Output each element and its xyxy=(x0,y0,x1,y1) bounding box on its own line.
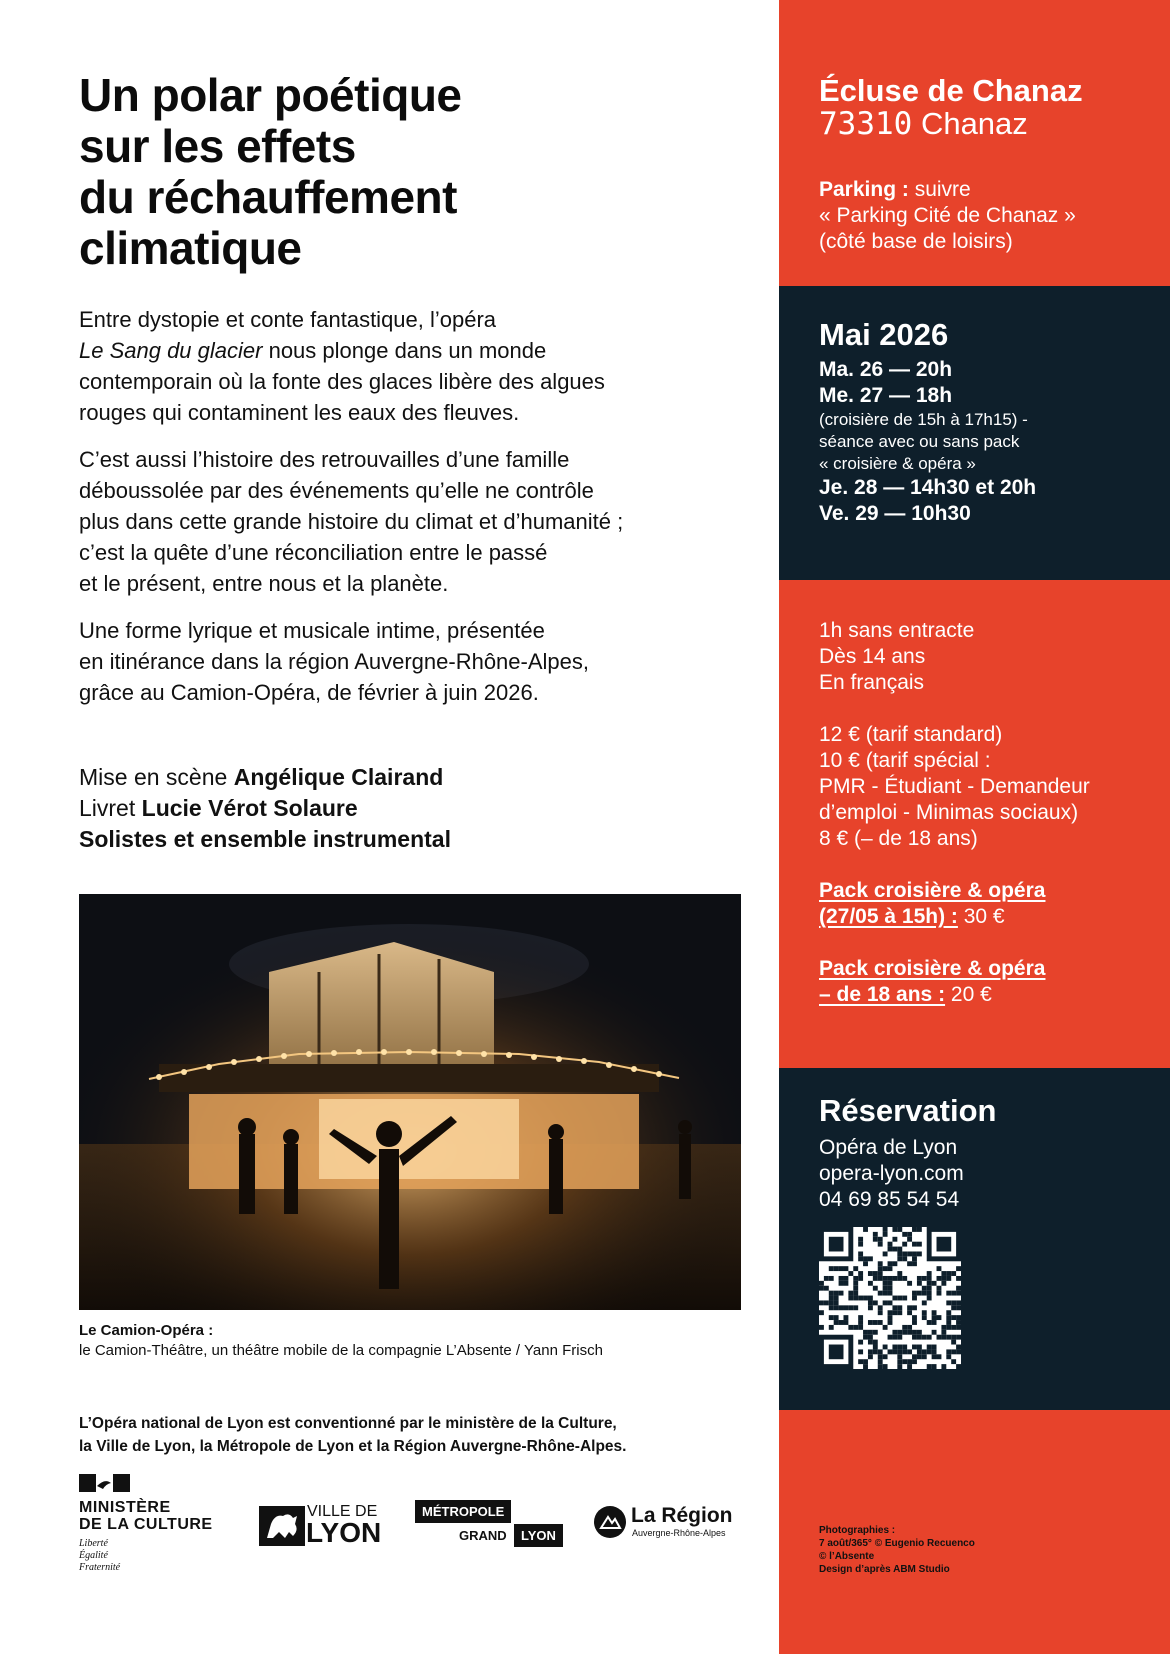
lion-icon xyxy=(259,1506,305,1546)
support-line: L’Opéra national de Lyon est conventionné par le ministère de la Culture, xyxy=(79,1415,617,1432)
credit-name: Lucie Vérot Solaure xyxy=(141,795,358,821)
reservation-line: 04 69 85 54 54 xyxy=(819,1188,960,1211)
price-line: 10 € (tarif spécial : xyxy=(819,749,991,772)
intro-p3-line: en itinérance dans la région Auvergne-Rhône-Alpes, xyxy=(79,649,589,674)
parking-text: suivre xyxy=(908,178,971,201)
reservation-title: Réservation xyxy=(819,1093,997,1128)
info-sidebar xyxy=(779,0,1170,1654)
info-line: 1h sans entracte xyxy=(819,619,975,642)
date-line: Ve. 29 — 10h30 xyxy=(819,502,971,525)
credits xyxy=(79,762,451,855)
reservation-block xyxy=(779,1068,1170,1410)
headline-line-3: du réchauffement xyxy=(79,171,457,223)
venue-city-name: Chanaz xyxy=(912,106,1028,141)
metropole-top: MÉTROPOLE xyxy=(415,1500,511,1523)
pack-cruise-opera-under-18 xyxy=(819,956,1158,1008)
intro-p3-line: grâce au Camion-Opéra, de février à juin 2026. xyxy=(79,680,539,705)
intro-p2-line: et le présent, entre nous et la planète. xyxy=(79,571,449,596)
intro-text xyxy=(79,304,719,724)
devise-line: Fraternité xyxy=(79,1562,121,1573)
devise-line: Égalité xyxy=(79,1550,108,1561)
photo-credit-line: © l’Absente xyxy=(819,1551,875,1562)
info-line: En français xyxy=(819,671,925,694)
metropole-left: GRAND xyxy=(459,1528,507,1543)
intro-p1-line: rouges qui contaminent les eaux des fleuves. xyxy=(79,400,520,425)
intro-p2-line: C’est aussi l’histoire des retrouvailles d’une famille xyxy=(79,447,570,472)
devise-line: Liberté xyxy=(79,1538,108,1549)
pack-label: Pack croisière & opéra xyxy=(819,957,1046,980)
pack-price: 30 € xyxy=(957,905,1005,928)
pack-label: Pack croisière & opéra xyxy=(819,879,1046,902)
dates-month: Mai 2026 xyxy=(819,317,949,352)
region-logo xyxy=(594,1504,744,1544)
venue-city xyxy=(819,107,1158,141)
venue-block xyxy=(779,0,1170,286)
credit-name: Angélique Clairand xyxy=(233,764,444,790)
opera-title: Le Sang du glacier xyxy=(79,338,263,363)
price-line: 12 € (tarif standard) xyxy=(819,723,1003,746)
headline-line-2: sur les effets xyxy=(79,120,356,172)
intro-p2-line: c’est la quête d’une réconciliation entre le passé xyxy=(79,540,548,565)
intro-p3-line: Une forme lyrique et musicale intime, présentée xyxy=(79,618,545,643)
intro-p1-title-line xyxy=(79,335,719,366)
parking-info xyxy=(819,177,1158,255)
metropole-grand-lyon-logo xyxy=(415,1500,560,1550)
date-note-line: séance avec ou sans pack xyxy=(819,432,1020,451)
credit-name: Solistes et ensemble instrumental xyxy=(79,826,451,852)
intro-p1-after: nous plonge dans un monde xyxy=(262,338,547,363)
credit-solistes xyxy=(79,824,451,855)
intro-p2-line: plus dans cette grande histoire du climat et d’humanité ; xyxy=(79,509,624,534)
credit-mise-en-scene xyxy=(79,762,451,793)
intro-paragraph-1 xyxy=(79,304,719,428)
parking-line: « Parking Cité de Chanaz » xyxy=(819,204,1076,227)
photo-credit-line: 7 août/365° © Eugenio Recuenco xyxy=(819,1538,975,1549)
ministere-line: DE LA CULTURE xyxy=(79,1516,213,1533)
date-note xyxy=(819,409,1158,475)
price-line: d’emploi - Minimas sociaux) xyxy=(819,801,1079,824)
intro-p2-line: déboussolée par des événements qu’elle ne contrôle xyxy=(79,478,594,503)
region-icon xyxy=(594,1506,626,1538)
credit-label: Livret xyxy=(79,795,142,821)
date-line: Me. 27 — 18h xyxy=(819,384,953,407)
partner-logos xyxy=(79,1474,749,1584)
date-note-line: « croisière & opéra » xyxy=(819,454,976,473)
photo-credit-line: Photographies : xyxy=(819,1525,896,1536)
date-line: Je. 28 — 14h30 et 20h xyxy=(819,476,1037,499)
ministere-line: MINISTÈRE xyxy=(79,1499,171,1516)
parking-line: (côté base de loisirs) xyxy=(819,230,1013,253)
reservation-line: Opéra de Lyon xyxy=(819,1136,958,1159)
date-line: Ma. 26 — 20h xyxy=(819,358,953,381)
caption-title: Le Camion-Opéra : xyxy=(79,1322,214,1339)
marianne-icon xyxy=(79,1474,131,1492)
price-line: 8 € (– de 18 ans) xyxy=(819,827,978,850)
intro-paragraph-3 xyxy=(79,615,719,708)
credit-livret xyxy=(79,793,451,824)
photo-credit-line: Design d’après ABM Studio xyxy=(819,1564,950,1575)
headline-line-4: climatique xyxy=(79,222,302,274)
infos-block xyxy=(779,580,1170,1068)
photo-caption xyxy=(79,1321,603,1361)
region-name: La Région xyxy=(631,1504,733,1527)
qr-code-icon[interactable] xyxy=(819,1227,961,1369)
camion-opera-illustration xyxy=(79,894,741,1310)
headline xyxy=(79,70,719,274)
pack-cruise-opera xyxy=(819,878,1158,930)
parking-label: Parking : xyxy=(819,178,909,201)
support-statement xyxy=(79,1412,626,1458)
date-note-line: (croisière de 15h à 17h15) - xyxy=(819,410,1028,429)
reservation-line: opera-lyon.com xyxy=(819,1162,964,1185)
venue-name: Écluse de Chanaz xyxy=(819,73,1083,108)
support-line: la Ville de Lyon, la Métropole de Lyon et la Région Auvergne-Rhône-Alpes. xyxy=(79,1438,627,1455)
caption-text: le Camion-Théâtre, un théâtre mobile de la compagnie L’Absente / Yann Frisch xyxy=(79,1342,603,1359)
region-sub: Auvergne-Rhône-Alpes xyxy=(632,1528,726,1538)
camion-opera-photo xyxy=(79,894,741,1310)
ville-de-lyon-logo xyxy=(259,1504,389,1548)
pack-price: 20 € xyxy=(945,983,992,1006)
credit-label: Mise en scène xyxy=(79,764,234,790)
info-line: Dès 14 ans xyxy=(819,645,926,668)
dates-block xyxy=(779,286,1170,580)
intro-paragraph-2 xyxy=(79,444,719,599)
price-line: PMR - Étudiant - Demandeur xyxy=(819,775,1090,798)
ministere-culture-logo xyxy=(79,1474,229,1584)
pack-label: – de 18 ans : xyxy=(819,983,946,1006)
intro-p1-line: Entre dystopie et conte fantastique, l’opéra xyxy=(79,307,497,332)
headline-line-1: Un polar poétique xyxy=(79,69,462,121)
intro-p1-line: contemporain où la fonte des glaces libère des algues xyxy=(79,369,605,394)
ville-top: VILLE DE xyxy=(307,1503,378,1520)
ville-bottom: LYON xyxy=(306,1517,382,1548)
footer-block xyxy=(779,1410,1170,1654)
metropole-right: LYON xyxy=(514,1524,563,1547)
pack-label: (27/05 à 15h) : xyxy=(819,905,958,928)
venue-postal: 73310 xyxy=(819,106,913,142)
